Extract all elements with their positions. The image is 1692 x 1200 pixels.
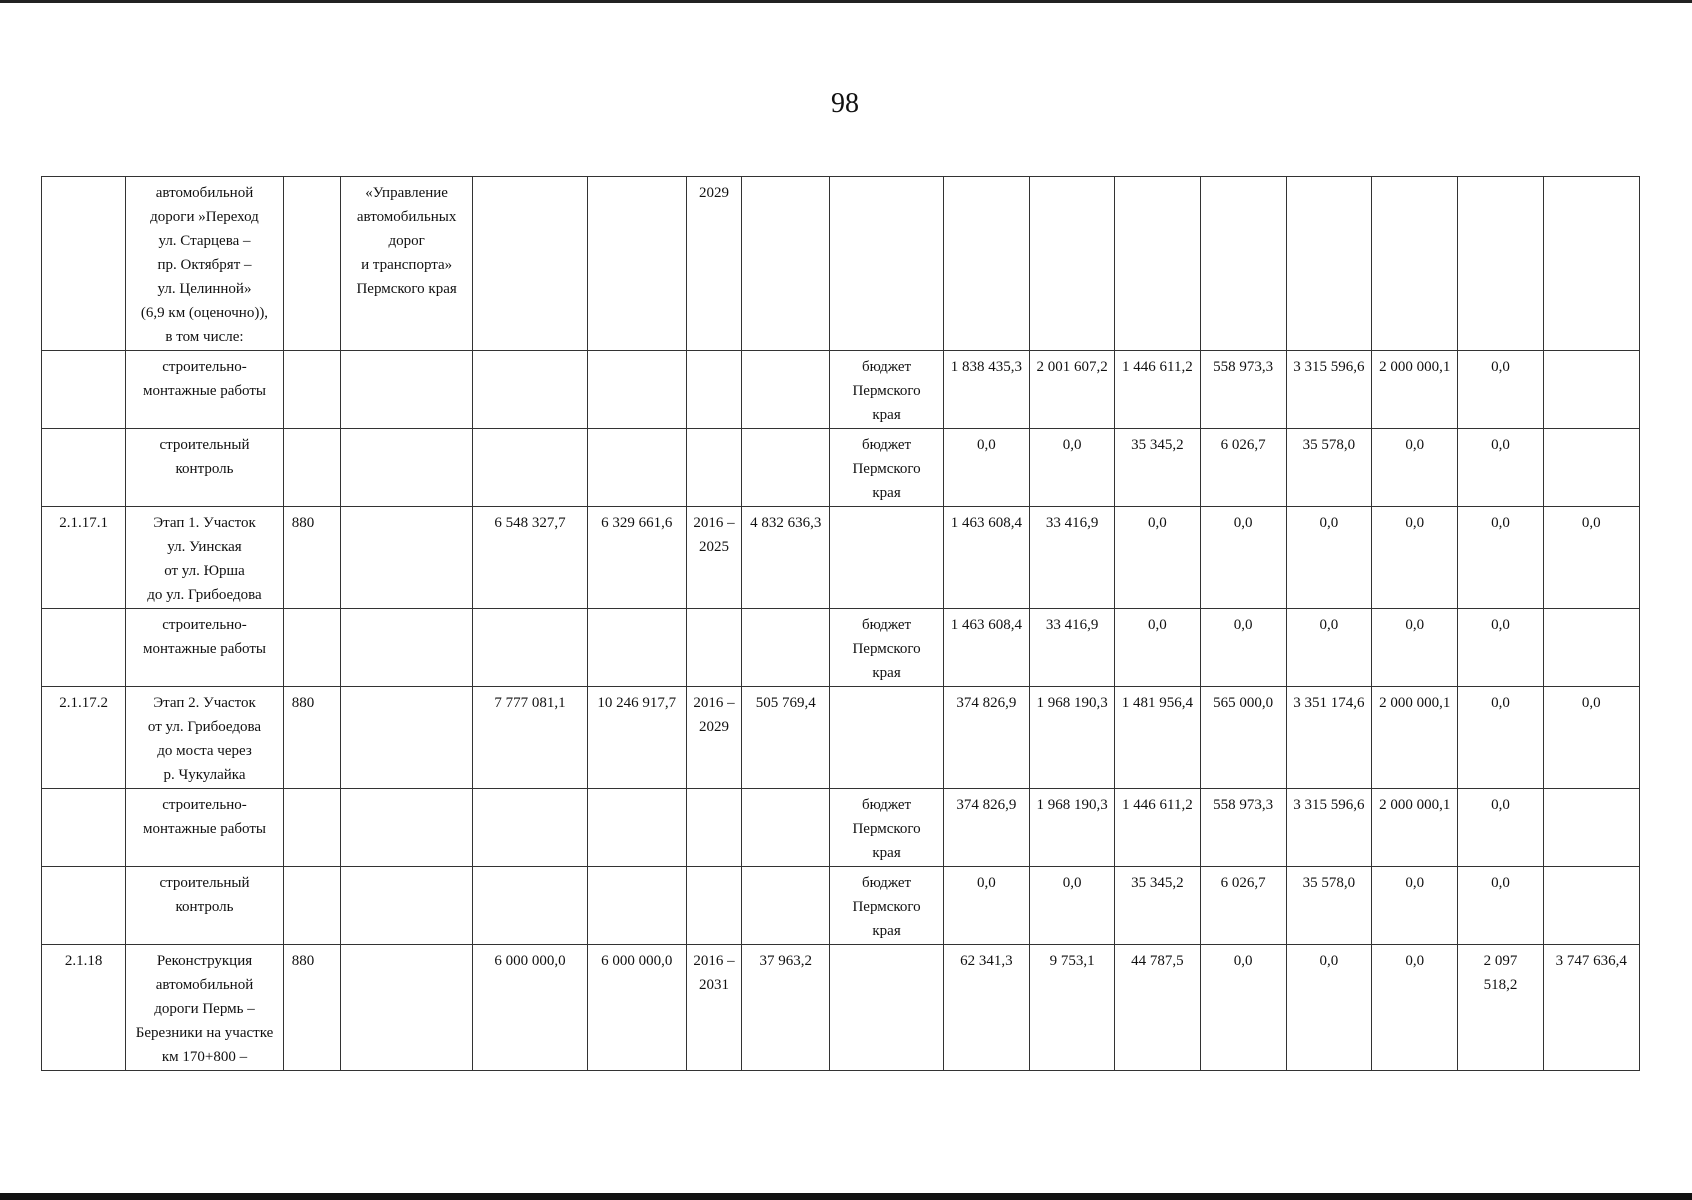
row-cost-total: 6 000 000,0 — [473, 945, 587, 1071]
row-year-value: 0,0 — [1372, 609, 1458, 687]
table-row — [42, 429, 1640, 507]
row-year-value: 565 000,0 — [1200, 687, 1286, 789]
row-cost-total — [473, 351, 587, 429]
row-year-value: 3 747 636,4 — [1543, 945, 1639, 1071]
row-year-value: 35 345,2 — [1115, 429, 1200, 507]
row-year-value: 1 446 611,2 — [1115, 789, 1200, 867]
row-year-value: 0,0 — [1115, 609, 1200, 687]
table-row — [42, 177, 1640, 351]
row-year-value — [1115, 177, 1200, 351]
row-name: Этап 2. Участок от ул. Грибоедова до моста через р. Чукулайка — [126, 687, 283, 789]
row-year-value: 33 416,9 — [1030, 507, 1115, 609]
row-year-value: 33 416,9 — [1030, 609, 1115, 687]
row-executor — [340, 687, 472, 789]
row-period: 2016 – 2031 — [686, 945, 741, 1071]
row-year-value: 558 973,3 — [1200, 789, 1286, 867]
row-year-value: 0,0 — [943, 867, 1029, 945]
row-executor — [340, 789, 472, 867]
row-grbs — [283, 609, 340, 687]
row-year-value: 35 578,0 — [1286, 429, 1371, 507]
row-year-value — [1458, 177, 1543, 351]
row-year-value — [1286, 177, 1371, 351]
row-cost-current — [587, 867, 686, 945]
row-cost-total — [473, 609, 587, 687]
row-name: строительный контроль — [126, 429, 283, 507]
row-year-value: 374 826,9 — [943, 789, 1029, 867]
scan-bottom-edge — [0, 1193, 1692, 1200]
row-code — [42, 351, 126, 429]
row-year-value: 0,0 — [1200, 609, 1286, 687]
row-name: строительный контроль — [126, 867, 283, 945]
row-year-value: 0,0 — [1458, 789, 1543, 867]
row-grbs — [283, 351, 340, 429]
row-cost-current — [587, 177, 686, 351]
row-year-value: 9 753,1 — [1030, 945, 1115, 1071]
row-year-value: 374 826,9 — [943, 687, 1029, 789]
row-year-value: 0,0 — [1200, 945, 1286, 1071]
row-year-value — [1543, 789, 1639, 867]
row-code: 2.1.17.2 — [42, 687, 126, 789]
row-year-value — [1543, 609, 1639, 687]
row-period: 2029 — [686, 177, 741, 351]
row-year-value: 0,0 — [1286, 609, 1371, 687]
row-year-value: 0,0 — [1458, 429, 1543, 507]
row-year-value — [1543, 177, 1639, 351]
row-cost-current: 6 000 000,0 — [587, 945, 686, 1071]
row-spent — [742, 177, 830, 351]
table-row — [42, 351, 1640, 429]
row-cost-current — [587, 351, 686, 429]
row-year-value: 35 345,2 — [1115, 867, 1200, 945]
row-funding-source: бюджет Пермского края — [830, 867, 943, 945]
row-cost-current: 10 246 917,7 — [587, 687, 686, 789]
row-year-value: 0,0 — [1458, 867, 1543, 945]
program-table — [41, 176, 1640, 1071]
row-period — [686, 429, 741, 507]
row-spent — [742, 867, 830, 945]
row-year-value: 2 001 607,2 — [1030, 351, 1115, 429]
row-year-value: 44 787,5 — [1115, 945, 1200, 1071]
row-cost-current — [587, 429, 686, 507]
row-spent — [742, 609, 830, 687]
row-period: 2016 – 2029 — [686, 687, 741, 789]
row-executor — [340, 945, 472, 1071]
row-cost-current — [587, 789, 686, 867]
row-funding-source — [830, 945, 943, 1071]
row-code: 2.1.17.1 — [42, 507, 126, 609]
row-period — [686, 867, 741, 945]
row-grbs: 880 — [283, 945, 340, 1071]
table-row — [42, 609, 1640, 687]
row-executor — [340, 867, 472, 945]
row-funding-source: бюджет Пермского края — [830, 429, 943, 507]
row-cost-total — [473, 789, 587, 867]
row-executor — [340, 507, 472, 609]
row-cost-current — [587, 609, 686, 687]
row-period — [686, 789, 741, 867]
row-funding-source: бюджет Пермского края — [830, 789, 943, 867]
row-funding-source — [830, 507, 943, 609]
row-spent: 37 963,2 — [742, 945, 830, 1071]
row-year-value: 0,0 — [1458, 351, 1543, 429]
scan-top-edge — [0, 0, 1692, 3]
row-code — [42, 429, 126, 507]
row-year-value: 1 838 435,3 — [943, 351, 1029, 429]
row-spent: 4 832 636,3 — [742, 507, 830, 609]
row-funding-source — [830, 687, 943, 789]
row-executor — [340, 351, 472, 429]
row-year-value: 0,0 — [1543, 687, 1639, 789]
row-year-value: 35 578,0 — [1286, 867, 1371, 945]
row-year-value: 0,0 — [1458, 609, 1543, 687]
row-year-value: 3 315 596,6 — [1286, 351, 1371, 429]
row-spent — [742, 789, 830, 867]
row-name: Этап 1. Участок ул. Уинская от ул. Юрша до ул. Грибоедова — [126, 507, 283, 609]
row-year-value: 558 973,3 — [1200, 351, 1286, 429]
row-year-value: 0,0 — [1200, 507, 1286, 609]
row-code — [42, 609, 126, 687]
row-year-value: 0,0 — [1030, 867, 1115, 945]
row-spent — [742, 429, 830, 507]
row-code — [42, 177, 126, 351]
row-funding-source: бюджет Пермского края — [830, 351, 943, 429]
row-grbs — [283, 867, 340, 945]
table-row — [42, 687, 1640, 789]
row-grbs: 880 — [283, 507, 340, 609]
row-year-value: 3 351 174,6 — [1286, 687, 1371, 789]
table-row — [42, 867, 1640, 945]
row-period — [686, 609, 741, 687]
row-executor — [340, 609, 472, 687]
row-executor — [340, 429, 472, 507]
table-body — [42, 177, 1640, 1071]
table-row — [42, 789, 1640, 867]
row-year-value: 3 315 596,6 — [1286, 789, 1371, 867]
row-year-value: 2 097 518,2 — [1458, 945, 1543, 1071]
row-year-value: 0,0 — [1543, 507, 1639, 609]
row-cost-total: 7 777 081,1 — [473, 687, 587, 789]
row-year-value: 6 026,7 — [1200, 429, 1286, 507]
row-year-value: 0,0 — [1372, 945, 1458, 1071]
row-year-value: 0,0 — [1458, 507, 1543, 609]
row-executor: «Управление автомобильных дорог и транспорта» Пермского края — [340, 177, 472, 351]
row-cost-total — [473, 429, 587, 507]
row-year-value: 0,0 — [1286, 507, 1371, 609]
row-cost-total: 6 548 327,7 — [473, 507, 587, 609]
row-name: автомобильной дороги »Переход ул. Старцева – пр. Октябрят – ул. Целинной» (6,9 км (оценочно)), в том числе: — [126, 177, 283, 351]
row-year-value: 0,0 — [1030, 429, 1115, 507]
row-year-value — [1543, 351, 1639, 429]
row-code: 2.1.18 — [42, 945, 126, 1071]
row-code — [42, 867, 126, 945]
row-year-value: 0,0 — [1372, 429, 1458, 507]
row-year-value — [1030, 177, 1115, 351]
row-year-value: 1 968 190,3 — [1030, 789, 1115, 867]
row-year-value: 1 968 190,3 — [1030, 687, 1115, 789]
row-code — [42, 789, 126, 867]
row-name: строительно- монтажные работы — [126, 351, 283, 429]
row-funding-source — [830, 177, 943, 351]
row-grbs — [283, 789, 340, 867]
row-year-value: 1 446 611,2 — [1115, 351, 1200, 429]
page-number: 98 — [831, 88, 859, 119]
table-row — [42, 945, 1640, 1071]
row-cost-total — [473, 177, 587, 351]
row-year-value — [943, 177, 1029, 351]
row-cost-current: 6 329 661,6 — [587, 507, 686, 609]
row-period — [686, 351, 741, 429]
row-name: строительно- монтажные работы — [126, 789, 283, 867]
row-year-value: 2 000 000,1 — [1372, 351, 1458, 429]
row-period: 2016 – 2025 — [686, 507, 741, 609]
row-year-value: 2 000 000,1 — [1372, 789, 1458, 867]
row-funding-source: бюджет Пермского края — [830, 609, 943, 687]
row-year-value: 6 026,7 — [1200, 867, 1286, 945]
table-row — [42, 507, 1640, 609]
row-year-value: 0,0 — [1372, 507, 1458, 609]
row-year-value: 1 481 956,4 — [1115, 687, 1200, 789]
row-year-value — [1200, 177, 1286, 351]
row-year-value: 0,0 — [1115, 507, 1200, 609]
row-name: Реконструкция автомобильной дороги Пермь – Березники на участке км 170+800 – — [126, 945, 283, 1071]
row-year-value: 0,0 — [1458, 687, 1543, 789]
row-cost-total — [473, 867, 587, 945]
row-year-value — [1372, 177, 1458, 351]
row-year-value: 62 341,3 — [943, 945, 1029, 1071]
row-year-value: 0,0 — [943, 429, 1029, 507]
row-year-value: 1 463 608,4 — [943, 507, 1029, 609]
row-year-value — [1543, 867, 1639, 945]
row-year-value: 1 463 608,4 — [943, 609, 1029, 687]
row-year-value: 0,0 — [1372, 867, 1458, 945]
row-spent: 505 769,4 — [742, 687, 830, 789]
row-year-value: 2 000 000,1 — [1372, 687, 1458, 789]
row-grbs — [283, 429, 340, 507]
row-year-value — [1543, 429, 1639, 507]
row-year-value: 0,0 — [1286, 945, 1371, 1071]
row-grbs — [283, 177, 340, 351]
row-name: строительно- монтажные работы — [126, 609, 283, 687]
row-spent — [742, 351, 830, 429]
row-grbs: 880 — [283, 687, 340, 789]
